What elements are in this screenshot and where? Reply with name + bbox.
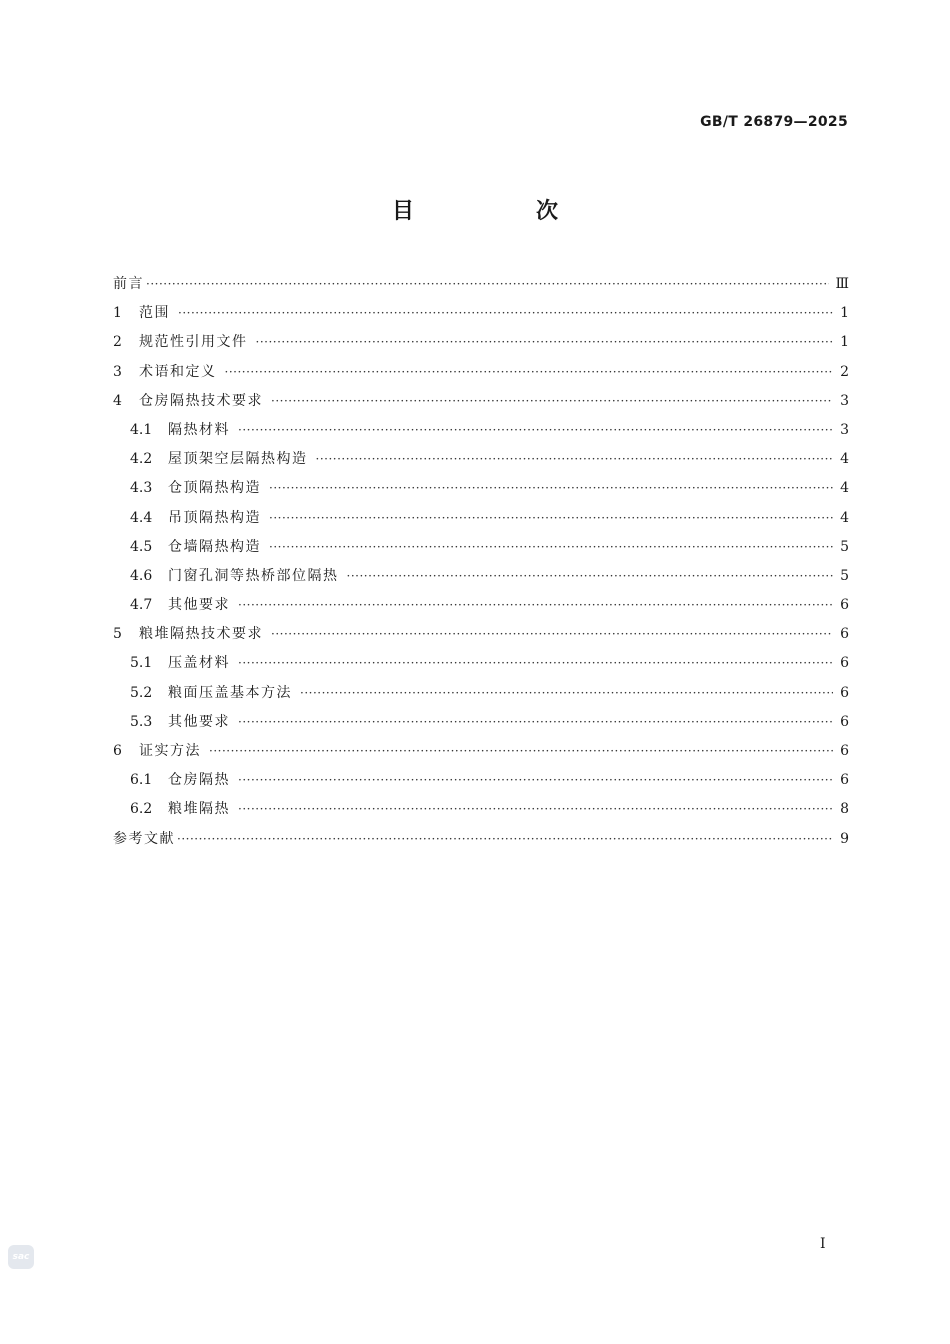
toc-entry-number: 4.7 [130,597,153,614]
toc-entry-number: 5.2 [130,684,153,701]
toc-entry-label: 前言 [113,276,144,292]
toc-entry-label: 粮堆隔热 [168,801,230,818]
toc-entry-label: 其他要求 [168,597,230,614]
toc-entry-6[interactable] [113,737,849,766]
toc-entry-number: 6.2 [130,801,153,818]
toc-entry-page: 4 [840,480,849,497]
toc-entry-number: 4.5 [130,538,153,555]
toc-entry-page: 6 [840,626,849,643]
toc-entry-page: 4 [840,509,849,526]
toc-entry-page: 8 [840,801,849,818]
toc-entry-page: 4 [840,451,849,468]
leader-dots [238,649,833,678]
leader-dots [238,795,833,824]
toc-entry-page: 1 [840,305,849,322]
toc-entry-page: 6 [840,772,849,789]
toc-entry-2[interactable] [113,328,849,357]
toc-entry-number: 4.4 [130,509,153,526]
toc-entry-page: 6 [840,655,849,672]
toc-entry-page: 6 [840,743,849,759]
toc-entry-page: 5 [840,538,849,555]
standard-code: GB/T 26879—2025 [700,114,848,130]
toc-entry-label: 术语和定义 [139,363,217,380]
toc-entry-number: 5.3 [130,713,153,730]
toc-entry-4-5[interactable] [113,533,849,562]
leader-dots [209,737,833,766]
leader-dots [271,620,833,649]
toc-entry-1[interactable] [113,299,849,328]
toc-entry-label: 仓顶隔热构造 [168,480,261,497]
leader-dots [177,825,833,854]
toc-entry-4-2[interactable] [113,445,849,474]
leader-dots [256,328,834,357]
leader-dots [271,387,833,416]
toc-entry-number: 3 [113,363,122,380]
toc-entry-number: 2 [113,334,122,351]
toc-entry-label: 粮面压盖基本方法 [168,684,292,701]
toc-entry-5-3[interactable] [113,708,849,737]
toc-entry-label: 证实方法 [139,743,201,759]
toc-entry-label: 其他要求 [168,713,230,730]
toc-entry-4[interactable] [113,387,849,416]
toc-entry-label: 范围 [139,305,170,322]
leader-dots [146,270,829,299]
toc-entry-number: 6 [113,743,122,759]
toc-entry-page: 5 [840,567,849,584]
toc-entry-4-7[interactable] [113,591,849,620]
toc-entry-label: 门窗孔洞等热桥部位隔热 [168,567,339,584]
leader-dots [269,533,833,562]
leader-dots [238,591,833,620]
toc-entry-page: 9 [840,830,849,847]
toc-entry-page: 3 [840,421,849,438]
toc-entry-5[interactable] [113,620,849,649]
sac-logo-icon: sac [8,1245,34,1269]
toc-entry-page: 3 [840,392,849,409]
leader-dots [238,416,833,445]
toc-entry-references[interactable] [113,825,849,854]
toc-entry-5-1[interactable] [113,649,849,678]
toc-entry-4-4[interactable] [113,504,849,533]
toc-entry-foreword[interactable] [113,270,849,299]
toc-entry-label: 仓墙隔热构造 [168,538,261,555]
toc-entry-label: 压盖材料 [168,655,230,672]
toc-entry-number: 4.6 [130,567,153,584]
toc-entry-number: 4.2 [130,451,153,468]
toc-entry-4-1[interactable] [113,416,849,445]
toc-entry-label: 吊顶隔热构造 [168,509,261,526]
toc-entry-6-1[interactable] [113,766,849,795]
toc-entry-label: 屋顶架空层隔热构造 [168,451,308,468]
toc-entry-3[interactable] [113,358,849,387]
toc-entry-page: 6 [840,597,849,614]
toc-entry-number: 5 [113,626,122,643]
toc-entry-number: 5.1 [130,655,153,672]
toc-entry-label: 仓房隔热技术要求 [139,392,263,409]
toc-entry-4-6[interactable] [113,562,849,591]
toc-entry-page: 1 [840,334,849,351]
leader-dots [347,562,834,591]
leader-dots [238,766,833,795]
toc-entry-5-2[interactable] [113,679,849,708]
toc-entry-page: Ⅲ [835,276,849,292]
toc-title: 目 次 [391,199,608,224]
page-number: Ⅰ [820,1236,826,1252]
toc-entry-number: 4 [113,392,122,409]
toc-entry-label: 仓房隔热 [168,772,230,789]
toc-entry-number: 1 [113,305,122,322]
toc-entry-page: 2 [840,363,849,380]
toc-entry-label: 规范性引用文件 [139,334,248,351]
toc-entry-label: 参考文献 [113,830,175,847]
toc-entry-6-2[interactable] [113,795,849,824]
table-of-contents [113,270,849,854]
toc-entry-number: 6.1 [130,772,153,789]
leader-dots [316,445,834,474]
leader-dots [269,504,833,533]
toc-entry-number: 4.3 [130,480,153,497]
toc-entry-page: 6 [840,684,849,701]
leader-dots [300,679,833,708]
leader-dots [238,708,833,737]
leader-dots [269,474,833,503]
toc-entry-page: 6 [840,713,849,730]
toc-entry-4-3[interactable] [113,474,849,503]
leader-dots [178,299,833,328]
leader-dots [225,358,834,387]
toc-entry-label: 隔热材料 [168,421,230,438]
toc-entry-label: 粮堆隔热技术要求 [139,626,263,643]
toc-entry-number: 4.1 [130,421,153,438]
